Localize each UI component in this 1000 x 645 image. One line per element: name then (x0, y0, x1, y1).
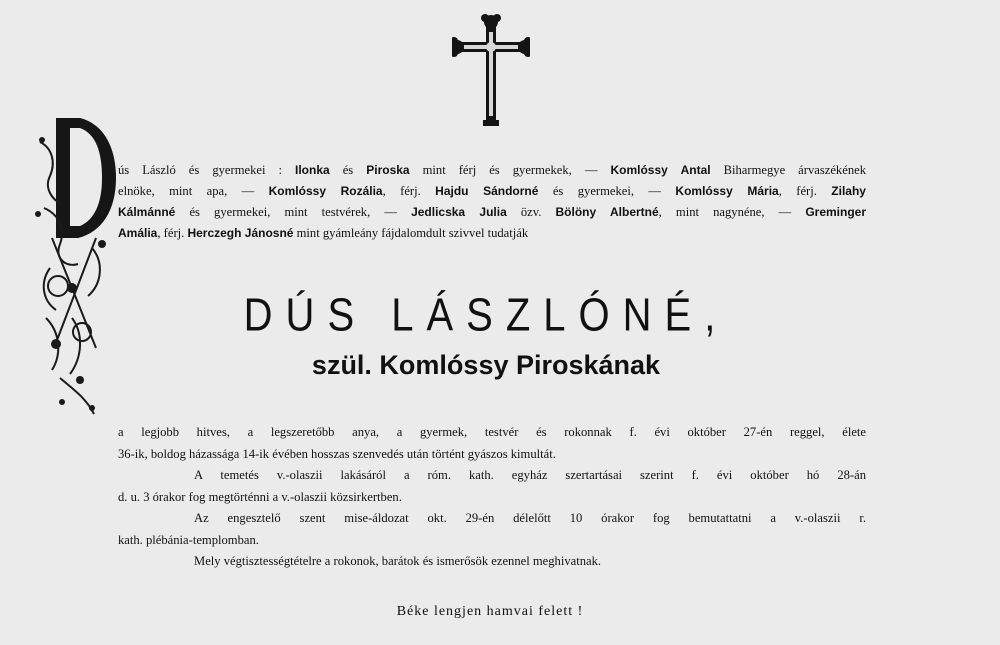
person-name: Bölöny Albertné (555, 205, 659, 219)
person-name: Amália (118, 226, 158, 240)
person-name: Jedlicska Julia (411, 205, 507, 219)
cross-icon (452, 12, 530, 130)
intro-line: Amália, férj. Herczegh Jánosné mint gyámleány fájdalomdult szivvel tudatják (118, 226, 529, 240)
person-name: Hajdu Sándorné (435, 184, 539, 198)
intro-line: ús László és gyermekei : Ilonka és Piroska mint férj és gyermekek, — Komlóssy Antal Biharmegye árvaszékének (118, 163, 867, 177)
intro-line: elnöke, mint apa, — Komlóssy Rozália, férj. Hajdu Sándorné és gyermekei, — Komlóssy Mária, férj. Zilahy (118, 184, 866, 198)
maiden-name: szül. Komlóssy Piroskának (311, 350, 661, 380)
intro-paragraph (118, 160, 866, 244)
body-line: kath. plébánia-templomban. (118, 532, 259, 547)
person-name: Zilahy (831, 184, 866, 198)
person-name: Ilonka (295, 163, 330, 177)
closing-line: Béke lengjen hamvai felett ! (396, 604, 584, 619)
body-line: Az engesztelő szent mise-áldozat okt. 29-én délelőtt 10 órakor fog bemutattatni a v.-olaszii r. (194, 511, 866, 525)
person-name: Komlóssy Antal (610, 163, 711, 177)
body-line: 36-ik, boldog házassága 14-ik évében hosszas szenvedés után történt gyászos kimultát. (118, 446, 556, 461)
ornamental-initial-icon (32, 118, 118, 418)
deceased-name: DÚS LÁSZLÓNÉ, (243, 290, 729, 341)
person-name: Kálmánné (118, 205, 176, 219)
person-name: Piroska (366, 163, 410, 177)
notice-body (118, 422, 866, 573)
person-name: Komlóssy Rozália (268, 184, 383, 198)
body-line: a legjobb hitves, a legszeretőbb anya, a gyermek, testvér és rokonnak f. évi október 27-én reggel, élete (118, 425, 866, 439)
body-line: Mely végtisztességtételre a rokonok, barátok és ismerősök ezennel meghivatnak. (194, 554, 602, 568)
person-name: Greminger (805, 205, 867, 219)
body-line: d. u. 3 órakor fog megtörténni a v.-olaszii közsirkertben. (118, 489, 402, 504)
intro-line: Kálmánné és gyermekei, mint testvérek, — Jedlicska Julia özv. Bölöny Albertné, mint nagynéne, — Greminger (118, 205, 867, 219)
person-name: Komlóssy Mária (675, 184, 779, 198)
body-line: A temetés v.-olaszii lakásáról a róm. kath. egyház szertartásai szerint f. évi október hó 28-án (194, 468, 866, 482)
person-name: Herczegh Jánosné (187, 226, 294, 240)
